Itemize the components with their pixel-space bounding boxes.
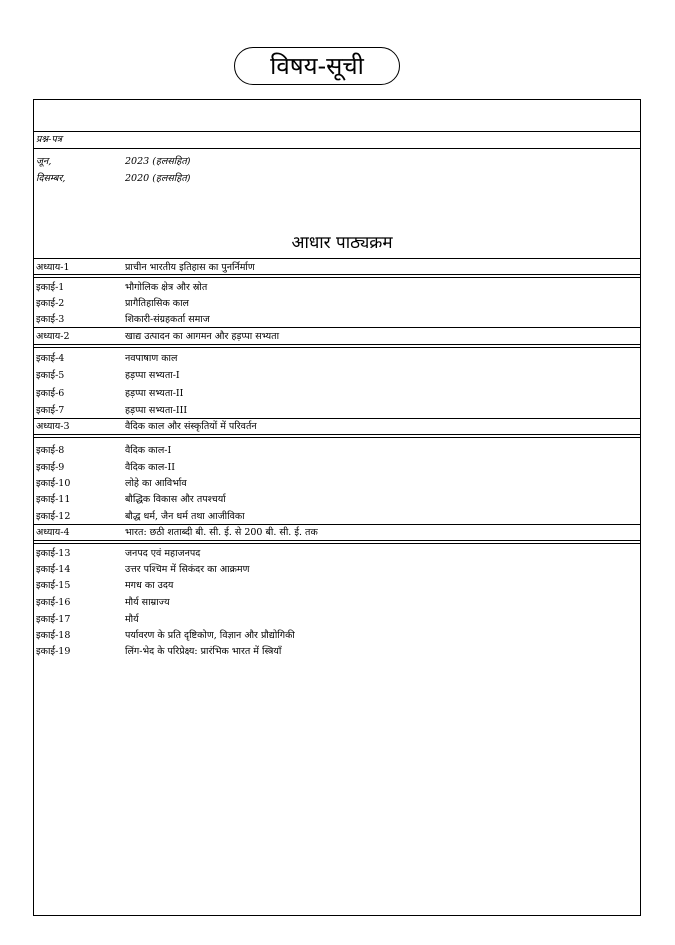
divider <box>34 131 640 132</box>
divider <box>34 437 640 438</box>
divider <box>34 344 640 345</box>
divider <box>34 434 640 435</box>
divider <box>34 540 640 541</box>
divider <box>34 543 640 544</box>
divider <box>34 148 640 149</box>
divider <box>34 418 640 419</box>
divider <box>34 327 640 328</box>
divider <box>34 277 640 278</box>
page-title: विषय-सूची <box>234 47 400 85</box>
divider <box>34 524 640 525</box>
syllabus-title: आधार पाठ्यक्रम <box>291 233 393 253</box>
contents-table: प्रश्न-पत्र जून, 2023 (हलसहित) दिसम्बर, 2020 (हलसहित) आधार पाठ्यक्रम अध्याय-1 प्राचीन भारतीय इतिहास का पुनर्निर्माण इकाई-1 भौगोलिक क्षेत्र और स्रोत इकाई-2 प्रागैतिहासिक काल इकाई-3 शिकारी-संग्रहकर्ता समाज अध्याय-2 खाद्य उत्पादन का आगमन और हड़प्पा सभ्यता इकाई-4 नवपाषाण काल इकाई-5 हड़प्पा सभ्यता-I इकाई-6 हड़प्पा सभ्यता-II इकाई-7 हड़प्पा सभ्यता-III अध्याय-3 वैदिक काल और संस्कृतियों में परिवर्तन इकाई-8 वैदिक काल-I इकाई-9 वैदिक काल-II इकाई-10 लोहे का आविर्भाव इकाई-11 बौद्धिक विकास और तपश्चर्या इकाई-12 बौद्ध धर्म, जैन धर्म तथा आजीविका अध्याय-4 भारत: छठी शताब्दी बी. सी. ई. से 200 बी. सी. ई. तक इकाई-13 जनपद एवं महाजनपद इकाई-14 उत्तर पश्चिम में सिकंदर का आक्रमण इकाई-15 मगध का उदय इकाई-16 मौर्य साम्राज्य इकाई-17 मौर्य इकाई-18 पर्यावरण के प्रति दृष्टिकोण, विज्ञान और प्रौद्योगिकी इकाई-19 लिंग-भेद के परिप्रेक्ष्य: प्रारंभिक भारत में स्त्रियाँ <box>33 99 641 916</box>
divider <box>34 347 640 348</box>
divider <box>34 274 640 275</box>
divider <box>34 258 640 259</box>
